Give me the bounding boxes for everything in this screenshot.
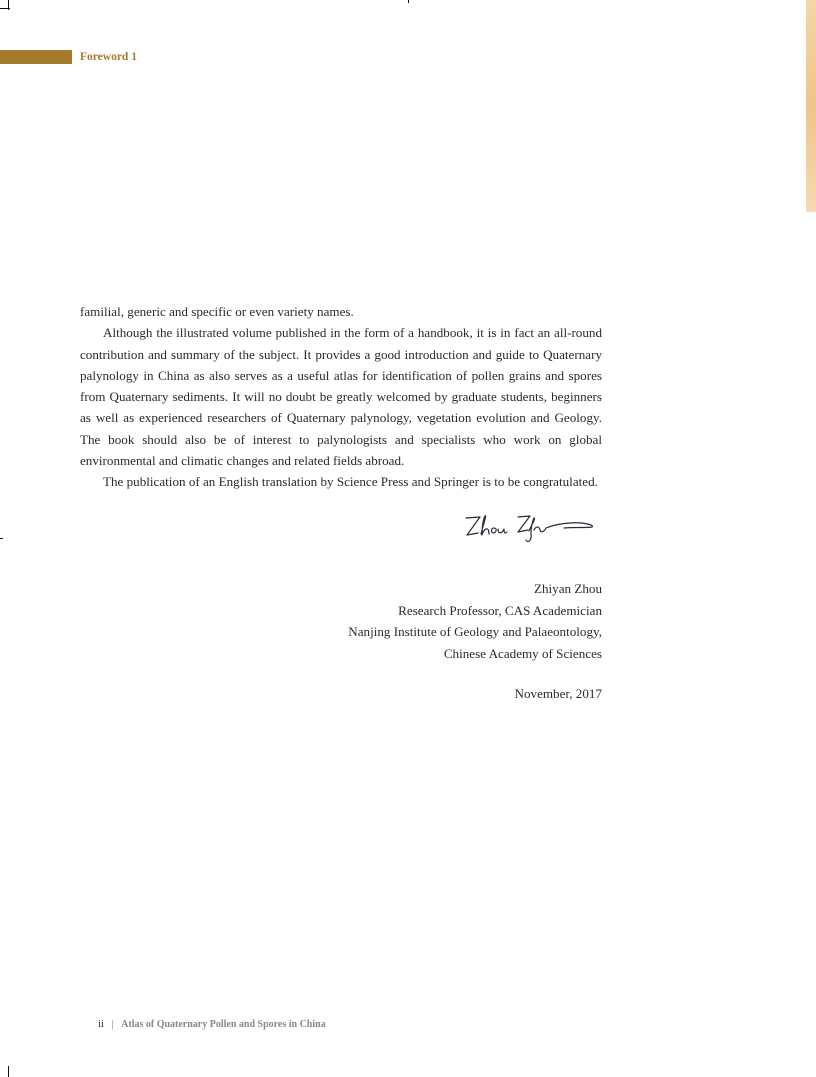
paragraph: Although the illustrated volume published in the form of a handbook, it is in fact an all-round contribution and summary of the subject. It provides a good introduction and guide to Quaternary palynology in China as also serves as a useful atlas for identification of pollen grains and spores from Quaternary sediments. It will no doubt be greatly welcomed by graduate students, beginners as well as experienced researchers of Quaternary palynology, vegetation evolution and Geology. The book should also be of interest to palynologists and specialists who work on global environmental and climatic changes and related fields abroad.	[80, 325, 602, 469]
crop-mark-top-left-v	[8, 0, 9, 10]
crop-mark-top-center	[408, 0, 409, 3]
author-name: Zhiyan Zhou	[533, 581, 602, 596]
foreword-body	[80, 301, 602, 493]
author-position: Research Professor, CAS Academician	[398, 602, 602, 618]
page-number: ii	[98, 1018, 105, 1030]
running-title: Atlas of Quaternary Pollen and Spores in China	[121, 1019, 326, 1030]
side-color-tab	[806, 0, 816, 212]
crop-mark-left-middle	[0, 538, 3, 539]
section-title: Foreword 1	[80, 51, 137, 63]
header-accent-bar	[0, 50, 72, 64]
page-footer	[98, 1017, 326, 1032]
handwritten-signature	[460, 508, 600, 548]
paragraph: The publication of an English translation by Science Press and Springer is to be congratulated.	[103, 474, 598, 490]
paragraph-continuation: familial, generic and specific or even variety names.	[80, 304, 354, 319]
crop-mark-bottom-left	[8, 1066, 9, 1077]
author-institution: Nanjing Institute of Geology and Palaeontology,	[348, 624, 602, 639]
signoff-date: November, 2017	[514, 686, 602, 701]
signoff-block	[348, 578, 602, 705]
footer-separator: |	[111, 1019, 114, 1030]
author-academy: Chinese Academy of Sciences	[443, 645, 602, 661]
